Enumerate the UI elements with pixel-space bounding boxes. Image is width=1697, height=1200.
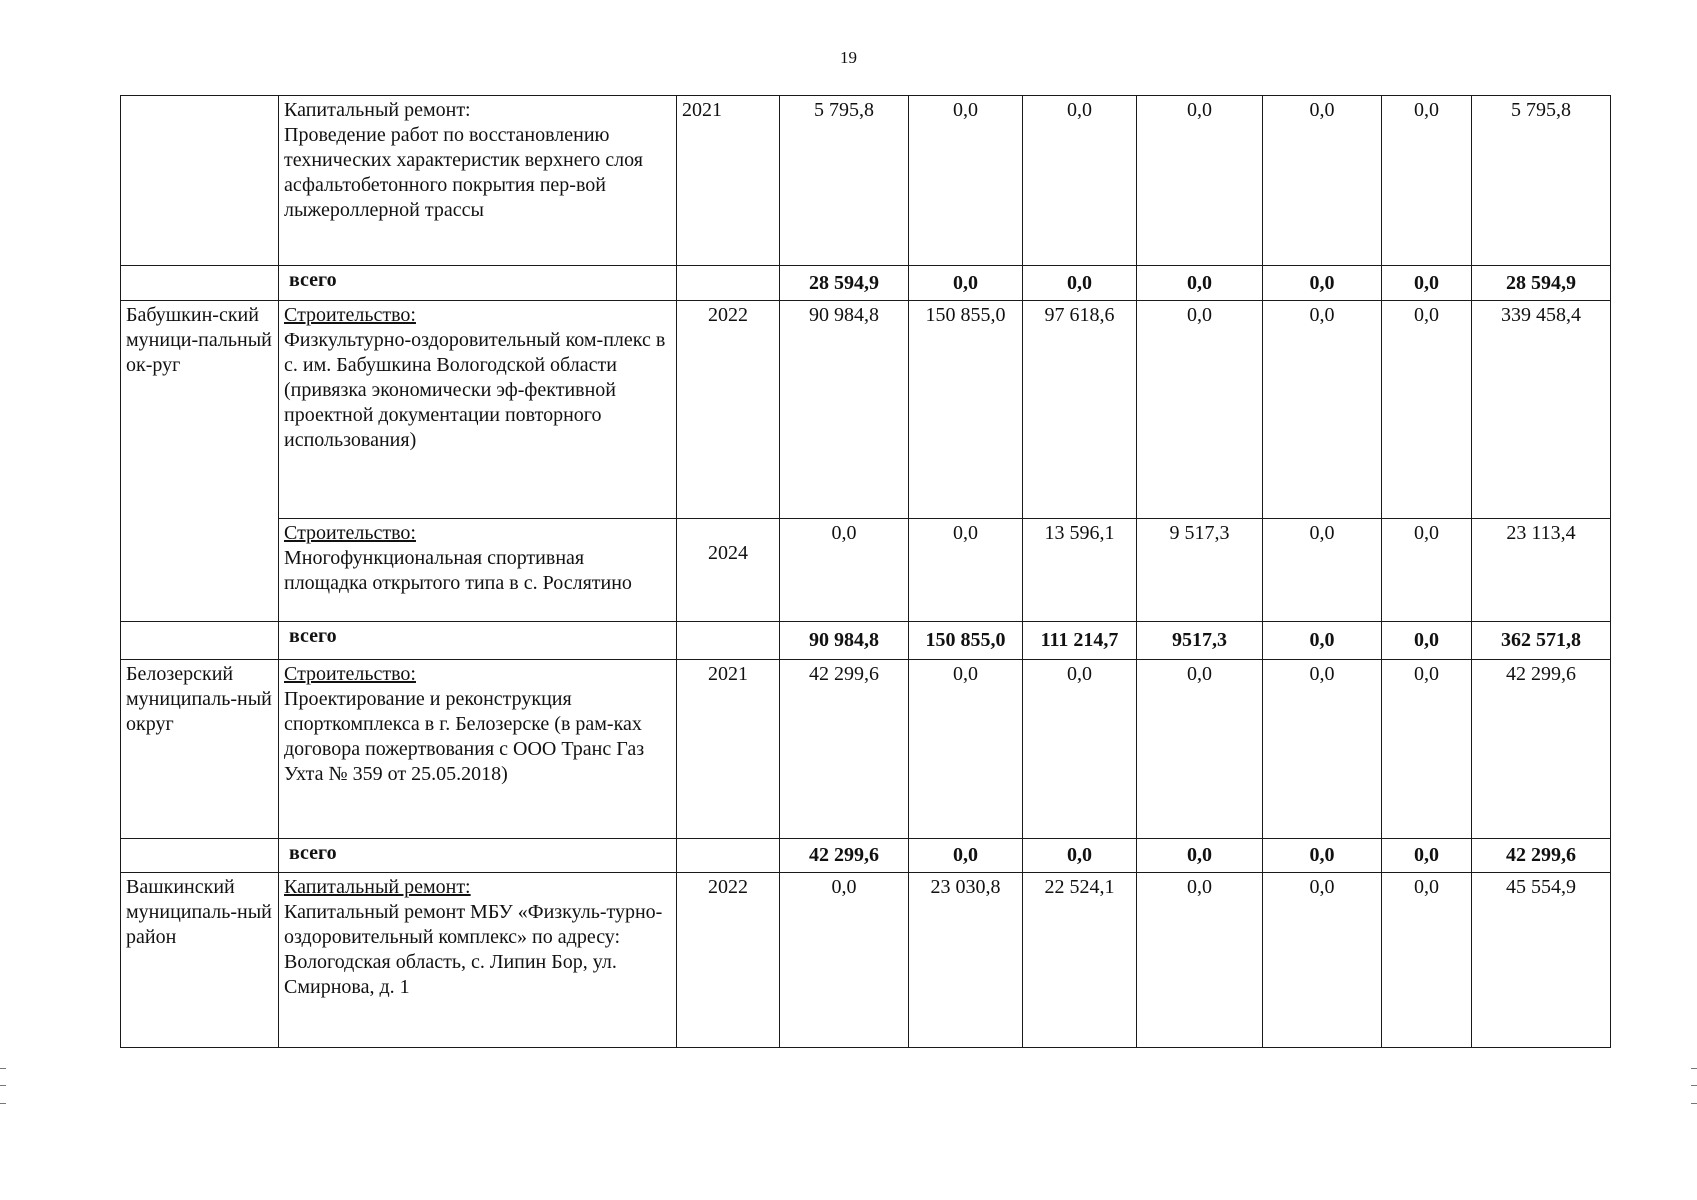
- total-row: [121, 266, 1611, 301]
- total-label: всего: [279, 839, 677, 873]
- empty-cell: [121, 266, 279, 301]
- project-description-cell: [279, 301, 677, 519]
- table-row: [121, 301, 1611, 519]
- total-label: всего: [279, 266, 677, 301]
- total-value-cell: 0,0: [909, 839, 1023, 873]
- value-cell: 0,0: [1263, 519, 1382, 622]
- empty-cell: [121, 839, 279, 873]
- project-description-cell: [279, 96, 677, 266]
- total-value-cell: 28 594,9: [780, 266, 909, 301]
- total-row: [121, 839, 1611, 873]
- value-cell: 0,0: [1263, 660, 1382, 839]
- value-cell: 0,0: [1137, 660, 1263, 839]
- table-row: [121, 660, 1611, 839]
- table-row: [121, 873, 1611, 1048]
- total-value-cell: 362 571,8: [1472, 622, 1611, 660]
- value-cell: 0,0: [1382, 873, 1472, 1048]
- empty-cell: [677, 266, 780, 301]
- value-cell: 0,0: [1137, 873, 1263, 1048]
- value-cell: 23 030,8: [909, 873, 1023, 1048]
- value-cell: 97 618,6: [1023, 301, 1137, 519]
- table-row: [121, 519, 1611, 622]
- municipality-cell: Белозерский муниципаль-ный округ: [121, 660, 279, 839]
- value-cell: 0,0: [1263, 96, 1382, 266]
- value-cell: 45 554,9: [1472, 873, 1611, 1048]
- total-value-cell: 90 984,8: [780, 622, 909, 660]
- page-number: 19: [840, 48, 857, 67]
- value-cell: 0,0: [909, 660, 1023, 839]
- total-value-cell: 0,0: [1137, 839, 1263, 873]
- value-cell: 9 517,3: [1137, 519, 1263, 622]
- project-text: Проведение работ по восстановлению технических характеристик верхнего слоя асфальтобетонного покрытия пер-вой лыжероллерной трассы: [284, 124, 643, 221]
- total-value-cell: 0,0: [1263, 622, 1382, 660]
- empty-cell: [677, 622, 780, 660]
- project-description-cell: [279, 660, 677, 839]
- value-cell: 0,0: [1023, 96, 1137, 266]
- year-cell: 2021: [677, 660, 780, 839]
- project-text: Многофункциональная спортивная площадка открытого типа в с. Рослятино: [284, 547, 632, 594]
- right-margin-mark: [1691, 1068, 1697, 1104]
- total-value-cell: 0,0: [1263, 266, 1382, 301]
- value-cell: 0,0: [1382, 96, 1472, 266]
- value-cell: 0,0: [1263, 873, 1382, 1048]
- total-value-cell: 0,0: [1382, 266, 1472, 301]
- value-cell: 5 795,8: [780, 96, 909, 266]
- value-cell: 13 596,1: [1023, 519, 1137, 622]
- project-text: Физкультурно-оздоровительный ком-плекс в с. им. Бабушкина Вологодской области (привязка экономически эф-фективной проектной документации повторного использования): [284, 329, 666, 451]
- year-cell: 2024: [677, 519, 780, 622]
- value-cell: 0,0: [780, 519, 909, 622]
- total-value-cell: 150 855,0: [909, 622, 1023, 660]
- value-cell: 23 113,4: [1472, 519, 1611, 622]
- year-cell: 2021: [677, 96, 780, 266]
- value-cell: 90 984,8: [780, 301, 909, 519]
- project-description-cell: [279, 519, 677, 622]
- value-cell: 339 458,4: [1472, 301, 1611, 519]
- year-cell: 2022: [677, 873, 780, 1048]
- work-type-label: Капитальный ремонт:: [284, 99, 471, 121]
- total-row: [121, 622, 1611, 660]
- value-cell: 150 855,0: [909, 301, 1023, 519]
- value-cell: 0,0: [909, 96, 1023, 266]
- work-type-label: Строительство:: [284, 304, 416, 326]
- total-label: всего: [279, 622, 677, 660]
- total-value-cell: 0,0: [1263, 839, 1382, 873]
- project-text: Капитальный ремонт МБУ «Физкуль-турно-оздоровительный комплекс» по адресу: Вологодская область, с. Липин Бор, ул. Смирнова, д. 1: [284, 901, 663, 998]
- total-value-cell: 0,0: [1023, 266, 1137, 301]
- value-cell: 42 299,6: [1472, 660, 1611, 839]
- table-row: [121, 96, 1611, 266]
- total-value-cell: 0,0: [1382, 839, 1472, 873]
- total-value-cell: 9517,3: [1137, 622, 1263, 660]
- municipality-cell: Бабушкин-ский муници-пальный ок-руг: [121, 301, 279, 622]
- left-margin-mark: [0, 1068, 6, 1104]
- value-cell: 0,0: [1382, 660, 1472, 839]
- value-cell: 0,0: [1382, 301, 1472, 519]
- value-cell: 5 795,8: [1472, 96, 1611, 266]
- total-value-cell: 42 299,6: [1472, 839, 1611, 873]
- total-value-cell: 0,0: [909, 266, 1023, 301]
- total-value-cell: 0,0: [1023, 839, 1137, 873]
- municipality-cell: Вашкинский муниципаль-ный район: [121, 873, 279, 1048]
- project-text: Проектирование и реконструкция спорткомплекса в г. Белозерске (в рам-ках договора пожертвования с ООО Транс Газ Ухта № 359 от 25.05.2018): [284, 688, 645, 785]
- value-cell: 0,0: [780, 873, 909, 1048]
- value-cell: 22 524,1: [1023, 873, 1137, 1048]
- total-value-cell: 42 299,6: [780, 839, 909, 873]
- work-type-label: Строительство:: [284, 663, 416, 685]
- work-type-label: Капитальный ремонт:: [284, 876, 471, 898]
- total-value-cell: 0,0: [1137, 266, 1263, 301]
- budget-table: [120, 95, 1611, 1048]
- project-description-cell: [279, 873, 677, 1048]
- value-cell: 0,0: [909, 519, 1023, 622]
- empty-cell: [677, 839, 780, 873]
- value-cell: 0,0: [1382, 519, 1472, 622]
- empty-cell: [121, 622, 279, 660]
- total-value-cell: 0,0: [1382, 622, 1472, 660]
- value-cell: 0,0: [1137, 96, 1263, 266]
- total-value-cell: 111 214,7: [1023, 622, 1137, 660]
- work-type-label: Строительство:: [284, 522, 416, 544]
- value-cell: 0,0: [1263, 301, 1382, 519]
- value-cell: 0,0: [1137, 301, 1263, 519]
- value-cell: 0,0: [1023, 660, 1137, 839]
- value-cell: 42 299,6: [780, 660, 909, 839]
- total-value-cell: 28 594,9: [1472, 266, 1611, 301]
- year-cell: 2022: [677, 301, 780, 519]
- municipality-cell: [121, 96, 279, 266]
